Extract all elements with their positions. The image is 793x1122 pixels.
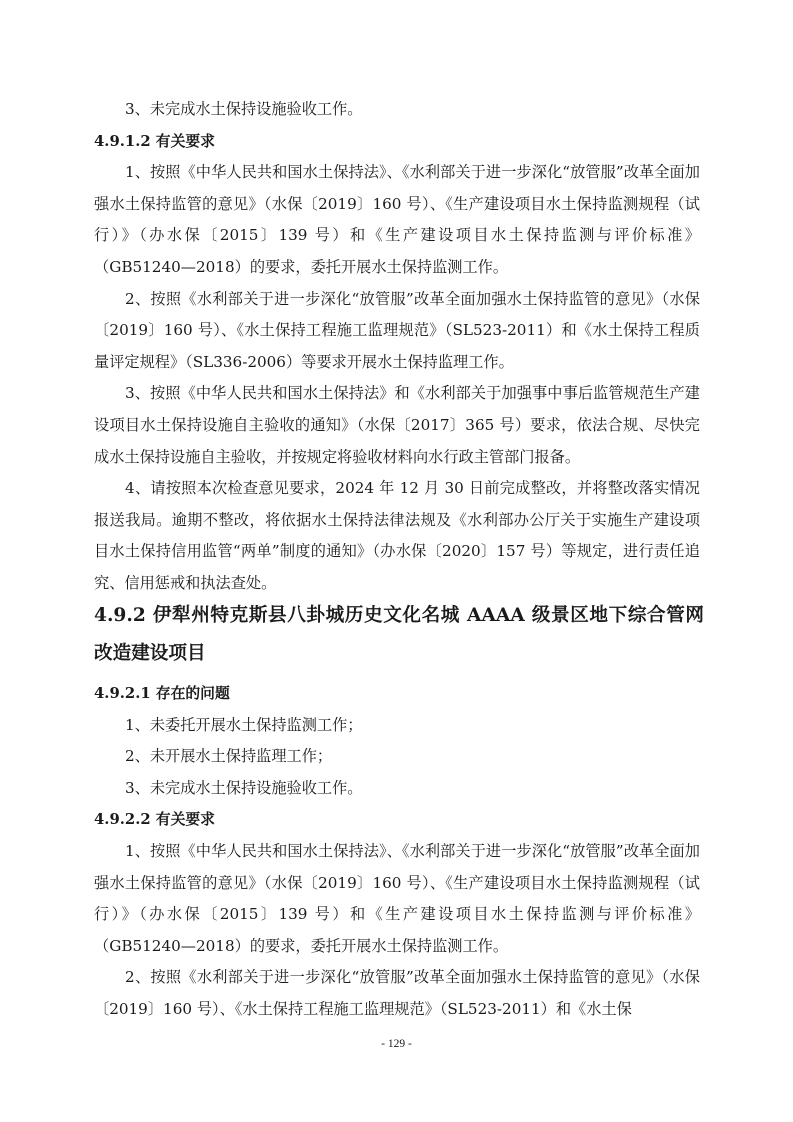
paragraph-req-3: 3、按照《中华人民共和国水土保持法》和《水利部关于加强事中事后监管规范生产建设项目水土保持设施自主验收的通知》（水保〔2017〕365 号）要求，依法合规、尽快完成水土保持设施自主验收，并按规定将验收材料向水行政主管部门报备。 <box>94 384 700 466</box>
paragraph-req-1-b: 1、按照《中华人民共和国水土保持法》、《水利部关于进一步深化“放管服”改革全面加强水土保持监管的意见》（水保〔2019〕160 号）、《生产建设项目水土保持监测规程（试行）》（办水保〔2015〕139 号）和《生产建设项目水土保持监测与评价标准》（GB51240—2018）的要求，委托开展水土保持监测工作。 <box>94 841 700 955</box>
paragraph-req-4: 4、请按照本次检查意见要求，2024 年 12 月 30 日前完成整改，并将整改落实情况报送我局。逾期不整改，将依据水土保持法律法规及《水利部办公厅关于实施生产建设项目水土保持信用监管“两单”制度的通知》（办水保〔2020〕157 号）等规定，进行责任追究、信用惩戒和执法查处。 <box>94 479 700 592</box>
paragraph-req-1: 1、按照《中华人民共和国水土保持法》、《水利部关于进一步深化“放管服”改革全面加强水土保持监管的意见》（水保〔2019〕160 号）、《生产建设项目水土保持监测规程（试行）》（办水保〔2015〕139 号）和《生产建设项目水土保持监测与评价标准》（GB51240—2018）的要求，委托开展水土保持监测工作。 <box>94 163 700 276</box>
page-number: - 129 - <box>381 1038 412 1050</box>
top-section <box>94 94 700 600</box>
section-title-4-9-2: 4.9.2 伊犁州特克斯县八卦城历史文化名城 AAAA 级景区地下综合管网改造建设项目 <box>94 605 704 664</box>
paragraph-req-2: 2、按照《水利部关于进一步深化“放管服”改革全面加强水土保持监管的意见》（水保〔2019〕160 号）、《水土保持工程施工监理规范》（SL523-2011）和《水土保持工程质量评定规程》（SL336-2006）等要求开展水土保持监理工作。 <box>94 289 700 371</box>
heading-4-9-2-2: 4.9.2.2 有关要求 <box>94 811 215 829</box>
paragraph-issue-2: 2、未开展水土保持监理工作； <box>125 747 333 766</box>
paragraph-issue-1: 1、未委托开展水土保持监测工作； <box>125 715 363 734</box>
paragraph-item-3: 3、未完成水土保持设施验收工作。 <box>125 100 363 118</box>
bottom-section <box>94 678 700 1026</box>
paragraph-issue-3: 3、未完成水土保持设施验收工作。 <box>125 778 363 797</box>
heading-4-9-2-1: 4.9.2.1 存在的问题 <box>94 685 230 702</box>
heading-4-9-1-2: 4.9.1.2 有关要求 <box>94 132 215 150</box>
paragraph-req-2-b: 2、按照《水利部关于进一步深化“放管服”改革全面加强水土保持监管的意见》（水保〔2019〕160 号）、《水土保持工程施工监理规范》（SL523-2011）和《水土保 <box>94 968 700 1018</box>
